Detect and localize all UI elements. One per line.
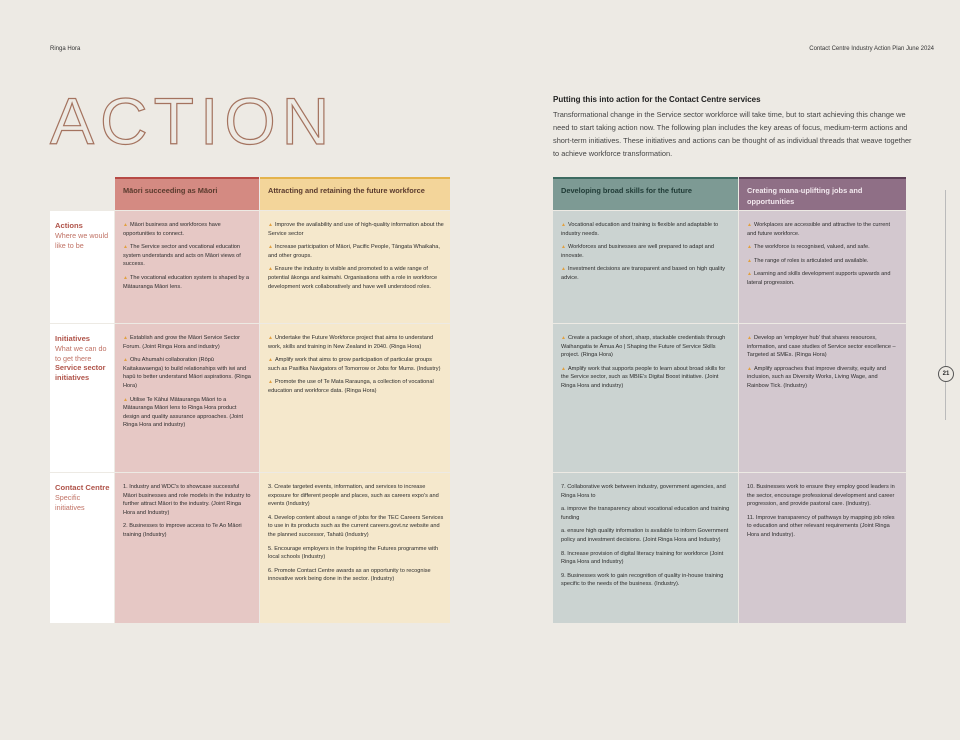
cell-initiatives-maori	[115, 324, 259, 472]
triangle-bullet-icon: ▲	[123, 274, 128, 281]
list-item: ▲ Develop an 'employer hub' that shares resources, information, and case studies of Service sector excellence – Targeted at SMEs. (Ringa Hora)	[747, 335, 896, 359]
intro-heading: Putting this into action for the Contact Centre services	[553, 95, 761, 104]
row-sub-initiatives: What we can do to get there	[55, 344, 107, 363]
list-item: 4. Develop content about a range of jobs for the TEC Careers Services to use in its products such as the current careers.govt.nz website and the planned successor, Tahatū (Industry)	[268, 514, 444, 538]
row-sub-contact: Specific initiatives	[55, 493, 85, 512]
list-item: 7. Collaborative work between industry, government agencies, and Ringa Hora to	[561, 484, 726, 499]
header-right: Contact Centre Industry Action Plan June 2024	[809, 46, 934, 52]
cell-contact-maori	[115, 473, 259, 623]
list-item: ▲ Amplify work that supports people to learn about broad skills for the Service sector, such as MBIE's Digital Boost initiative. (Joint Ringa Hora and industry)	[561, 365, 726, 389]
list-item: ▲ The workforce is recognised, valued, and safe.	[747, 244, 870, 251]
list-item: ▲ Utilise Te Kāhui Mātauranga Māori to a Mātauranga Māori lens to Ringa Hora product design and quality assurance approaches. (Joint Ringa Hora and industry)	[123, 396, 244, 429]
list-item: 10. Businesses work to ensure they employ good leaders in the sector, encourage professional development and career progression, and provide pastoral care. (Industry).	[747, 484, 895, 508]
list-item: ▲ Investment decisions are transparent and based on high quality advice.	[561, 266, 725, 281]
col-head-future: Attracting and retaining the future workforce	[260, 177, 450, 210]
triangle-bullet-icon: ▲	[268, 357, 273, 364]
triangle-bullet-icon: ▲	[268, 244, 273, 251]
cell-actions-future	[260, 211, 450, 323]
list-item: 8. Increase provision of digital literacy training for workforce (Joint Ringa Hora and Industry)	[561, 550, 724, 566]
title-outline-text: ACTION	[50, 84, 336, 158]
triangle-bullet-icon: ▲	[123, 335, 128, 341]
triangle-bullet-icon: ▲	[561, 365, 566, 372]
list-item: 3. Create targeted events, information, and services to increase exposure for different people and places, such as careers expo's and events (Industry)	[268, 484, 439, 508]
triangle-bullet-icon: ▲	[747, 222, 752, 228]
triangle-bullet-icon: ▲	[268, 222, 273, 228]
list-item: ▲ Promote the use of Te Mata Raraunga, a collection of vocational education and workforce data. (Ringa Hora)	[268, 379, 434, 394]
triangle-bullet-icon: ▲	[747, 257, 752, 264]
list-item: ▲ The vocational education system is shaped by a Mātauranga Māori lens.	[123, 274, 250, 290]
list-item: ▲ Workforces and businesses are well prepared to adapt and innovate.	[561, 244, 714, 259]
triangle-bullet-icon: ▲	[123, 222, 128, 228]
list-item: ▲ Māori business and workforces have opportunities to connect.	[123, 222, 221, 237]
list-item: ▲ Amplify approaches that improve diversity, equity and inclusion, such as Diversity Works, Living Wage, and Rainbow Tick. (Industry)	[747, 365, 886, 389]
row-sub-actions: Where we would like to be	[55, 231, 109, 250]
list-item: ▲ Create a package of short, sharp, stackable credentials through Waihangatia te Āmua Ao | Shaping the Future of Service Skills project. (Ringa Hora)	[561, 335, 726, 359]
list-item: ▲ Workplaces are accessible and attractive to the current and future workforce.	[747, 222, 891, 237]
cell-contact-mana	[739, 473, 906, 623]
list-item: ▲ Undertake the Future Workforce project that aims to understand work, skills and training in New Zealand in 2040. (Ringa Hora)	[268, 335, 434, 350]
page-title	[50, 84, 336, 158]
triangle-bullet-icon: ▲	[561, 222, 566, 228]
triangle-bullet-icon: ▲	[747, 365, 752, 372]
list-item: 6. Promote Contact Centre awards as an opportunity to recognise innovative work being done in the sector. (Industry)	[268, 567, 431, 583]
list-item: 5. Encourage employers in the Inspiring the Futures programme with local schools (Industry)	[268, 545, 439, 561]
triangle-bullet-icon: ▲	[268, 379, 273, 386]
intro	[553, 95, 913, 160]
list-item: ▲ Vocational education and training is flexible and adaptable to industry needs.	[561, 222, 719, 237]
triangle-bullet-icon: ▲	[123, 396, 128, 403]
list-item: ▲ Amplify work that aims to grow participation of particular groups such as Pasifika Navigators of Tomorrow or Jobs for Mums. (Industry)	[268, 357, 441, 372]
list-item: ▲ Increase participation of Māori, Pacific People, Tāngata Whaikaha, and other groups.	[268, 244, 440, 259]
cell-initiatives-skills	[553, 324, 738, 472]
list-item: ▲ Ensure the industry is visible and promoted to a wide range of potential ākonga and kaimahi. Organisations with a role in workforce development work collaboratively and have well understood roles.	[268, 266, 438, 290]
triangle-bullet-icon: ▲	[561, 244, 566, 251]
cell-initiatives-future	[260, 324, 450, 472]
triangle-bullet-icon: ▲	[747, 244, 752, 251]
list-item: ▲ Learning and skills development supports upwards and lateral progression.	[747, 271, 891, 286]
list-item: ▲ The Service sector and vocational education system understands and acts on Māori views of success.	[123, 244, 241, 268]
cell-contact-skills	[553, 473, 738, 623]
col-head-skills: Developing broad skills for the future	[553, 177, 738, 210]
triangle-bullet-icon: ▲	[268, 335, 273, 341]
list-subitem: a. ensure high quality information is available to inform Government policy and investment decisions. (Joint Ringa Hora and Industry)	[561, 528, 729, 543]
list-item: 2. Businesses to improve access to Te Ao Māori training (Industry)	[123, 523, 242, 538]
triangle-bullet-icon: ▲	[123, 357, 128, 364]
row-title-contact: Contact Centre	[55, 483, 110, 492]
triangle-bullet-icon: ▲	[747, 335, 752, 341]
list-item: 9. Businesses work to gain recognition of quality in-house training specific to the needs of the business. (Industry).	[561, 572, 724, 588]
row-label-initiatives	[50, 324, 114, 472]
list-item: 11. Improve transparency of pathways by mapping job roles to education and other relevant requirements (Joint Ringa Hora and Industry).	[747, 514, 895, 538]
cell-actions-mana	[739, 211, 906, 323]
triangle-bullet-icon: ▲	[747, 271, 752, 278]
row-title-initiatives: Initiatives	[55, 334, 91, 343]
header-left: Ringa Hora	[50, 46, 81, 52]
col-head-mana: Creating mana-uplifting jobs and opportunities	[739, 177, 906, 210]
cell-initiatives-mana	[739, 324, 906, 472]
cell-actions-skills	[553, 211, 738, 323]
triangle-bullet-icon: ▲	[561, 335, 566, 341]
row-label-actions	[50, 211, 114, 323]
triangle-bullet-icon: ▲	[268, 266, 273, 273]
cell-actions-maori	[115, 211, 259, 323]
row-title-actions: Actions	[55, 221, 83, 230]
row-label-contact	[50, 473, 114, 623]
list-item: ▲ Ohu Ahumahi collaboration (Rōpū Kaitakawaenga) to build relationships with iwi and hapū to better understand Māori aspirations. (Ringa Hora)	[123, 357, 251, 389]
triangle-bullet-icon: ▲	[561, 266, 566, 273]
list-subitem: a. improve the transparency about vocational education and training funding	[561, 506, 730, 521]
col-head-maori: Māori succeeding as Māori	[115, 177, 259, 210]
list-item: 1. Industry and WDC's to showcase successful Māori businesses and role models in the industry to further attract Māori to the industry. (Joint Ringa Hora and Industry)	[123, 484, 251, 516]
list-item: ▲ Improve the availability and use of high-quality information about the Service sector	[268, 222, 444, 237]
cell-contact-future	[260, 473, 450, 623]
list-item: ▲ Establish and grow the Māori Service Sector Forum. (Joint Ringa Hora and industry)	[123, 335, 241, 350]
page-edge-line	[945, 190, 946, 420]
intro-body: Transformational change in the Service sector workforce will take time, but to start achieving this change we need to start taking action now. The following plan includes the key areas of focus, medium-term actions and short-term initiatives. These initiatives and actions can be thought of as individual threads that weave together to achieve workforce transformation.	[553, 110, 912, 158]
row-title2-initiatives: Service sector initiatives	[55, 363, 106, 382]
triangle-bullet-icon: ▲	[123, 244, 128, 251]
list-item: ▲ The range of roles is articulated and available.	[747, 257, 869, 264]
page-number: 21	[938, 366, 954, 382]
